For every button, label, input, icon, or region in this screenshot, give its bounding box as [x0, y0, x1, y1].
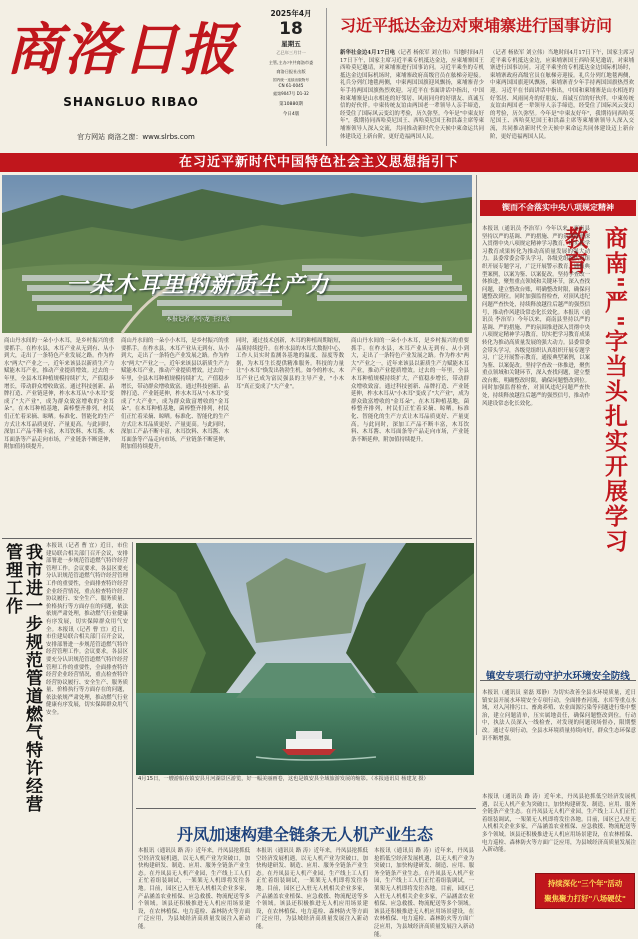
issue-cn-label: 国内统一连续出版物号 — [273, 78, 309, 82]
gas-title: 我市进一步规范管道燃气特许经营管理工作 — [2, 543, 42, 813]
discipline-banner-text: 锲而不舍落实中央八项规定精神 — [502, 203, 614, 212]
issue-number: 総第9047号 D1-32 — [273, 91, 309, 96]
discipline-body — [482, 226, 590, 556]
issue-weekday: 星期五 — [281, 40, 301, 48]
environment-title: 镇安专项行动守护水环境安全防线 — [486, 671, 630, 682]
issue-lunar: 乙巳年三月廿一 — [276, 50, 306, 55]
discipline-body-text: 本报讯（通讯员 李治军）今年以来，商南县坚持以严的基调、严的措施、严的氛围推进深入贯彻中央八项规定精神学习教育，切实把学习教育成果转化为推动高质量发展的强大动力。县委常委会带头学习，各级党组织认真组织开展专题学习，广泛开展警示教育，通报典型案例，以案为鉴、以案促改。坚持学查改一体推进，聚焦重点领域和关键环节，深入查找问题，建立整改台账，明确整改时限，确保问题整改到位。同时加强监督检查，对顶风违纪问题严查快处，持续释放越往后越严的强烈信号，推动作风建设常态化长效化。 — [482, 309, 590, 407]
ad-line1: 持续深化"三个年"活动 — [547, 879, 623, 888]
drone-body-text: 本报讯（通讯员 路 涛）近年来，丹凤县抢抓低空经济发展机遇，以无人机产业为突破口，加快构建研发、制造、应用、服务全链条产业生态。在丹凤县无人机产业园，生产线上工人们正忙着组装调试，一架架无人机即将发往各地。目前，园区已入驻无人机相关企业多家，产品涵盖农业植保、应急救援、物流配送等多个领域。该县还积极推进无人机应用场景建设，在农林植保、电力巡检、森林防火等方面广泛应用，为县域经济高质量发展注入新动能。 — [256, 848, 368, 930]
drone-body-text: 本报讯（通讯员 路 涛）近年来，丹凤县抢抓低空经济发展机遇，以无人机产业为突破口，加快构建研发、制造、应用、服务全链条产业生态。在丹凤县无人机产业园，生产线上工人们正忙着组装调试，一架架无人机即将发往各地。目前，园区已入驻无人机相关企业多家，产品涵盖农业植保、应急救援、物流配送等多个领域。该县还积极推进无人机应用场景建设，在农林植保、电力巡检、森林防火等方面广泛应用，为县域经济高质量发展注入新动能。 — [138, 848, 250, 930]
issue-info — [262, 8, 320, 146]
masthead — [0, 0, 262, 150]
drone-body-col3 — [374, 848, 474, 938]
drone-body-col1 — [138, 848, 250, 930]
feature-body-col2 — [121, 338, 229, 538]
feature-middle-text: 同时，通过技术创新，木耳的种植周期缩短，品质持续提升。在柞水县的木耳大数据中心，工作人员实时监测各基地的温度、湿度等数据，为木耳生长提供精准服务。科技的力量让"小木耳"焕发出勃勃生机。如今的柞水，木耳产业已成为富民强县的主导产业，"小木耳"真正变成了"大产业"。 — [236, 338, 344, 390]
feature-body-text: 商山丹水间的一朵小小木耳，是乡村振兴的重要抓手。在柞水县，木耳产业从无到有、从小到大，走出了一条特色产业发展之路。作为柞水"两大"产业之一，近年来该县以新质生产力赋能木耳产业，推动产业提质增效。过去的一年里，全县木耳种植规模持续扩大，产值稳步增长，带动群众增收致富。通过科技创新、品牌打造、产业链延伸，柞水木耳从"小木耳"变成了"大产业"，成为群众致富增收的"金耳朵"。在木耳种植基地，菌棒整齐排列，村民们正忙着采摘、晾晒。标准化、智能化的生产方式让木耳品质更好、产量更高。与此同时，深加工产品不断丰富，木耳饮料、木耳酱、木耳面条等产品走向市场，产业链条不断延伸，附加值持续提升。 — [351, 338, 469, 443]
issue-sponsor: 主管,主办:中共商洛市委 — [268, 60, 314, 65]
masthead-logo: 商洛日报 — [6, 17, 238, 83]
feature-title: 一朵木耳里的新质生产力 — [66, 272, 331, 298]
ad-line2: 聚焦聚力打好"八场硬仗" — [544, 894, 626, 903]
gas-body-text: 本报讯（记者 曹 宜）近日，市住建局联合相关部门召开会议，安排部署进一步规范管道燃气特许经营管理工作。会议要求，各县区要充分认识规范管道燃气特许经营管理工作的重要性，全面排查特许经营企业经营情况，重点检查特许经营协议履行、安全生产、服务质量、价格执行等方面存在的问题，依法依规严肃处理，推动燃气行业健康有序发展，切实保障群众用气安全。 — [46, 543, 128, 633]
gas-body-text: 本报讯（记者 曹 宜）近日，市住建局联合相关部门召开会议，安排部署进一步规范管道燃气特许经营管理工作。会议要求，各县区要充分认识规范管道燃气特许经营管理工作的重要性，全面排查特许经营企业经营情况，重点检查特许经营协议履行、安全生产、服务质量、价格执行等方面存在的问题，依法依规严肃处理，推动燃气行业健康有序发展，切实保障群众用气安全。 — [46, 626, 128, 717]
issue-year-month: 2025年4月 — [270, 9, 312, 18]
photo-caption: 4月15日，一艘游船在镇安县月河湖景区游览，好一幅美丽画卷，这也是镇安县全域旅游发展的缩影。（本报通讯员 杨建龙 摄） — [138, 776, 429, 782]
drone-title: 丹凤加速构建全链条无人机产业生态 — [176, 825, 433, 844]
feature-body-col1 — [4, 338, 114, 538]
feature-body-text: 商山丹水间的一朵小小木耳，是乡村振兴的重要抓手。在柞水县，木耳产业从无到有、从小到大，走出了一条特色产业发展之路。作为柞水"两大"产业之一，近年来该县以新质生产力赋能木耳产业，推动产业提质增效。过去的一年里，全县木耳种植规模持续扩大，产值稳步增长，带动群众增收致富。通过科技创新、品牌打造、产业链延伸，柞水木耳从"小木耳"变成了"大产业"，成为群众致富增收的"金耳朵"。在木耳种植基地，菌棒整齐排列，村民们正忙着采摘、晾晒。标准化、智能化的生产方式让木耳品质更好、产量更高。与此同时，深加工产品不断丰富，木耳饮料、木耳酱、木耳面条等产品走向市场，产业链条不断延伸，附加值持续提升。 — [4, 338, 114, 451]
lead-body-col2 — [490, 50, 634, 144]
feature-body-col3 — [236, 338, 344, 538]
issue-cn-number: CN 61-0045 — [278, 83, 304, 88]
issue-pages: 今日4版 — [282, 112, 300, 117]
discipline-body-text: 本报讯（通讯员 李治军）今年以来，商南县坚持以严的基调、严的措施、严的氛围推进深入贯彻中央八项规定精神学习教育，切实把学习教育成果转化为推动高质量发展的强大动力。县委常委会带头学习，各级党组织认真组织开展专题学习，广泛开展警示教育，通报典型案例，以案为鉴、以案促改。坚持学查改一体推进，聚焦重点领域和关键环节，深入查找问题，建立整改台账，明确整改时限，确保问题整改到位。同时加强监督检查，对顶风违纪问题严查快处，持续释放越往后越严的强烈信号，推动作风建设常态化长效化。 — [482, 226, 590, 316]
lead-body-text-cont: （记者 杨依军 刘立伟）当地时间4月17日下午，国家主席习近平乘专机抵达金边，应柬埔寨国王西哈莫尼邀请，对柬埔寨进行国事访问。习近平乘坐的专机抵达金边国际机场时，柬埔寨政府高级官员在舷梯旁迎接。礼兵分列红地毯两侧，中柬两国国旗迎风飘扬，柬埔寨青少年手持两国国旗热烈欢迎。习近平在书面讲话中指出，中国和柬埔寨是山水相连的好邻居、风雨同舟的好朋友、真诚互信的好伙伴。中柬传统友谊由两国老一辈领导人亲手缔造，经受住了国际风云变幻的考验，历久弥坚。今年是"中柬友好年"，我期待同西哈莫尼国王、西哈莫尼国王和洪森主席等柬埔寨领导人深入交流，共同推动新时代全天候中柬命运共同体建设迈上新台阶，更好造福两国人民。 — [490, 50, 634, 140]
feature-byline: 本报记者 李小龙 王江波 — [166, 316, 230, 323]
issue-serial: 第10880期 — [279, 102, 303, 107]
feature-body-col4 — [351, 338, 469, 538]
banner-text: 在习近平新时代中国特色社会主义思想指引下 — [178, 155, 459, 170]
gas-body — [46, 543, 128, 908]
lead-headline: 习近平抵达金边对柬埔寨进行国事访问 — [340, 16, 613, 35]
lead-dateline: 新华社金边4月17日电 — [340, 50, 396, 56]
discipline-title: 商南"严"字当头扎实开展学习教育 — [561, 226, 627, 554]
issue-publisher: 商洛日报社出版 — [276, 69, 306, 74]
masthead-pinyin: SHANGLUO RIBAO — [63, 95, 199, 109]
drone-body-col4 — [482, 794, 636, 856]
feature-body-text: 商山丹水间的一朵小小木耳，是乡村振兴的重要抓手。在柞水县，木耳产业从无到有、从小到大，走出了一条特色产业发展之路。作为柞水"两大"产业之一，近年来该县以新质生产力赋能木耳产业，推动产业提质增效。过去的一年里，全县木耳种植规模持续扩大，产值稳步增长，带动群众增收致富。通过科技创新、品牌打造、产业链延伸，柞水木耳从"小木耳"变成了"大产业"，成为群众致富增收的"金耳朵"。在木耳种植基地，菌棒整齐排列，村民们正忙着采摘、晾晒。标准化、智能化的生产方式让木耳品质更好、产量更高。与此同时，深加工产品不断丰富，木耳饮料、木耳酱、木耳面条等产品走向市场，产业链条不断延伸，附加值持续提升。 — [121, 338, 229, 451]
lead-body-text: （记者 杨依军 刘立伟）当地时间4月17日下午，国家主席习近平乘专机抵达金边，应柬埔寨国王西哈莫尼邀请，对柬埔寨进行国事访问。习近平乘坐的专机抵达金边国际机场时，柬埔寨政府高级官员在舷梯旁迎接。礼兵分列红地毯两侧，中柬两国国旗迎风飘扬，柬埔寨青少年手持两国国旗热烈欢迎。习近平在书面讲话中指出，中国和柬埔寨是山水相连的好邻居、风雨同舟的好朋友、真诚互信的好伙伴。中柬传统友谊由两国老一辈领导人亲手缔造，经受住了国际风云变幻的考验，历久弥坚。今年是"中柬友好年"，我期待同西哈莫尼国王、西哈莫尼国王和洪森主席等柬埔寨领导人深入交流，共同推动新时代全天候中柬命运共同体建设迈上新台阶，更好造福两国人民。 — [340, 50, 484, 140]
feature-photo — [2, 175, 472, 333]
drone-body-text: 本报讯（通讯员 路 涛）近年来，丹凤县抢抓低空经济发展机遇，以无人机产业为突破口，加快构建研发、制造、应用、服务全链条产业生态。在丹凤县无人机产业园，生产线上工人们正忙着组装调试，一架架无人机即将发往各地。目前，园区已入驻无人机相关企业多家，产品涵盖农业植保、应急救援、物流配送等多个领域。该县还积极推进无人机应用场景建设，在农林植保、电力巡检、森林防火等方面广泛应用，为县域经济高质量发展注入新动能。 — [374, 848, 474, 938]
environment-body-text: 本报讯（通讯员 童磊 郑静）为切实改善全县水环境质量，近日镇安县开展水环境安全专项行动，全面排查河流、水库等重点水域，对入河排污口、畜禽养殖、农业面源污染等问题进行集中整治，建立问题清单，压实属地责任，确保问题整改到位。行动中，执法人员深入一线检查，对发现的问题现场督办，限期整改。通过专项行动，全县水环境质量持续向好，群众生态环保意识不断增强。 — [482, 690, 636, 742]
issue-day: 18 — [279, 19, 303, 39]
environment-body — [482, 690, 636, 788]
river-photo — [136, 543, 474, 775]
masthead-website[interactable]: 官方网站 商洛之窗：www.slrbs.com — [77, 133, 195, 141]
lead-body — [340, 50, 484, 144]
drone-body-text: 本报讯（通讯员 路 涛）近年来，丹凤县抢抓低空经济发展机遇，以无人机产业为突破口，加快构建研发、制造、应用、服务全链条产业生态。在丹凤县无人机产业园，生产线上工人们正忙着组装调试，一架架无人机即将发往各地。目前，园区已入驻无人机相关企业多家，产品涵盖农业植保、应急救援、物流配送等多个领域。该县还积极推进无人机应用场景建设，在农林植保、电力巡检、森林防火等方面广泛应用，为县域经济高质量发展注入新动能。 — [482, 794, 636, 854]
drone-body-col2 — [256, 848, 368, 930]
